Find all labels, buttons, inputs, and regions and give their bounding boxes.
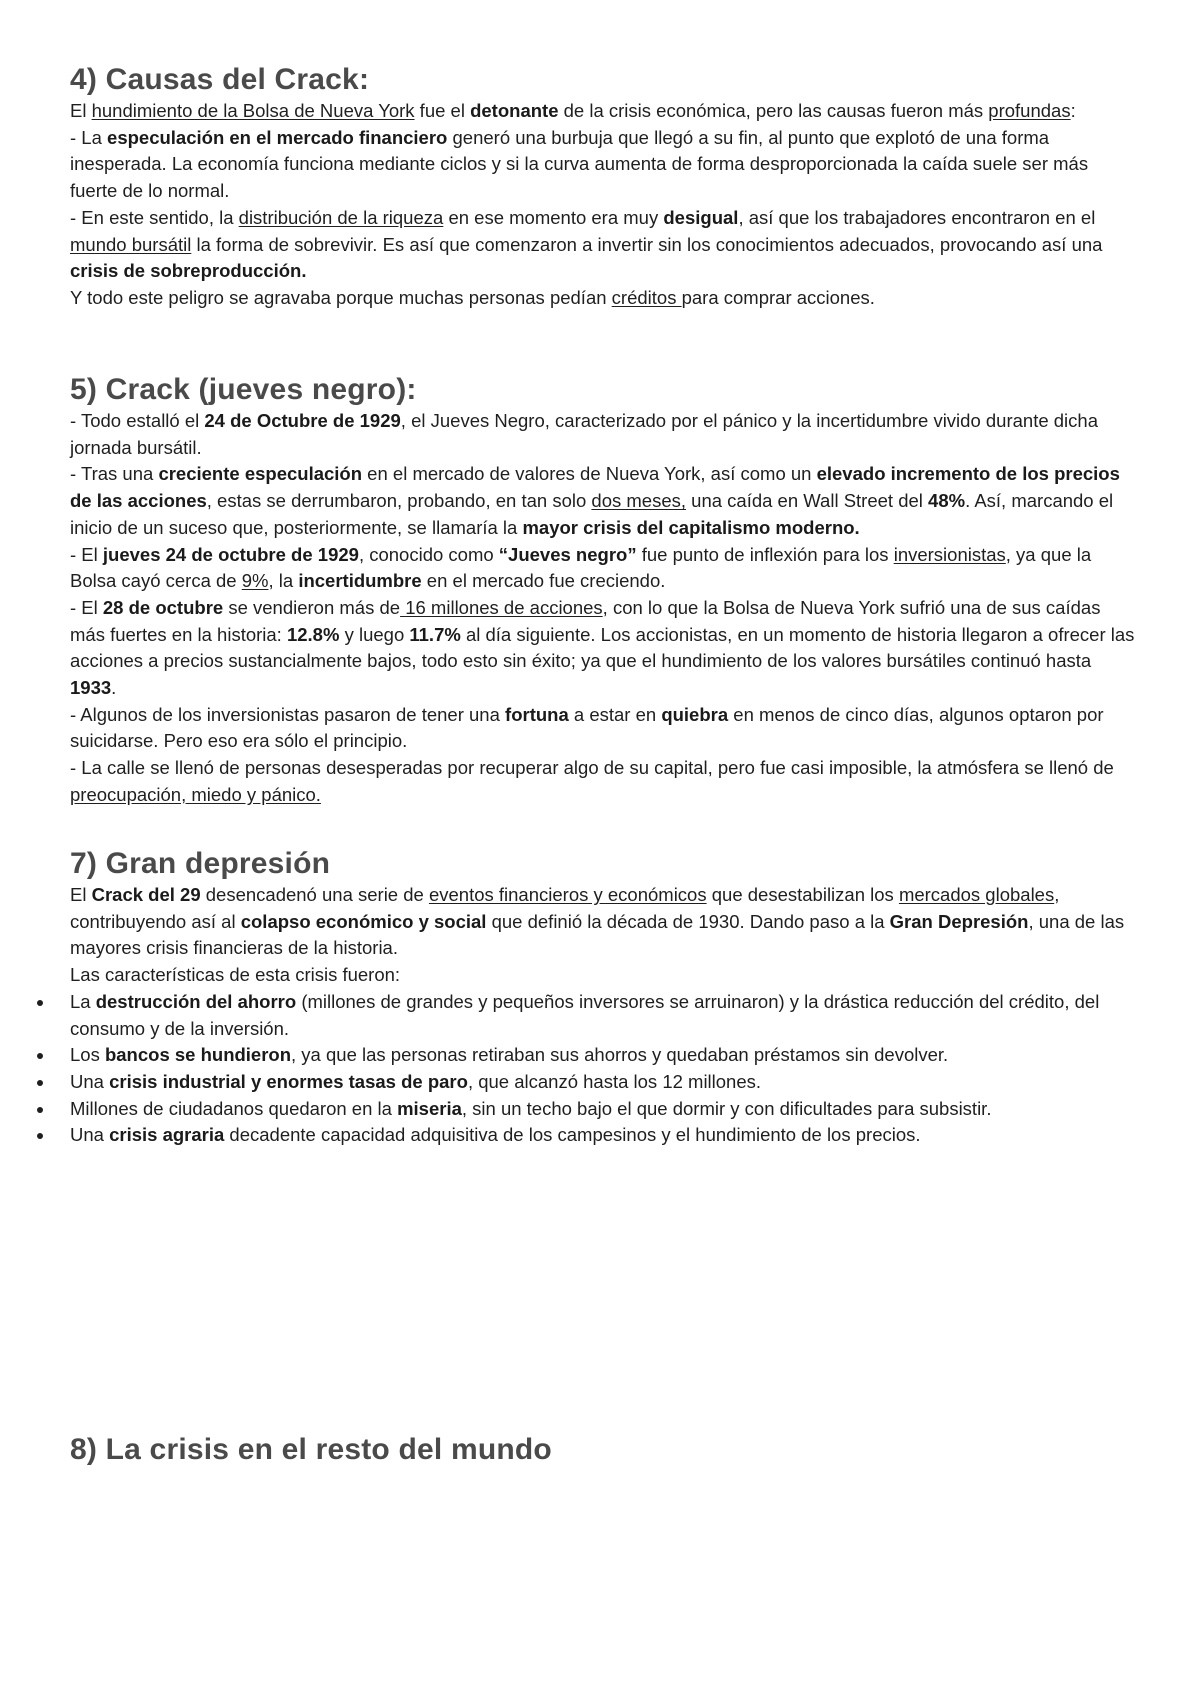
paragraph <box>70 461 1140 541</box>
bold-text: crisis agraria <box>109 1124 225 1146</box>
underlined-text: mercados globales <box>898 884 1055 905</box>
paragraph <box>70 702 1140 755</box>
text-run: generó una burbuja que llegó a su fin, al punto que explotó de una forma inesperada. La economía funciona mediante ciclos y si la curva aumenta de forma desproporcionada la caída suele ser más fuerte de lo normal. <box>70 126 1089 202</box>
text-run: (millones de grandes y pequeños inversores se arruinaron) y la drástica reducción del crédito, del consumo y de la inversión. <box>70 990 1100 1039</box>
text-run: , el Jueves Negro, caracterizado por el pánico y la incertidumbre vivido durante dicha jornada bursátil. <box>70 410 1098 458</box>
text-run: - La <box>70 126 108 148</box>
bold-text: colapso económico y social <box>240 910 487 932</box>
bold-text: fortuna <box>505 703 569 725</box>
text-run: para comprar acciones. <box>681 286 875 308</box>
section-resto-del-mundo <box>70 1432 1140 1468</box>
text-run: fue punto de inflexión para los <box>636 543 894 565</box>
paragraph <box>70 98 1140 125</box>
paragraph <box>70 125 1140 205</box>
text-run: El <box>70 884 92 905</box>
underlined-text: preocupación, miedo y pánico. <box>70 783 321 805</box>
underlined-text: distribución de la riqueza <box>238 206 444 228</box>
text-run: la forma de sobrevivir. Es así que comenzaron a invertir sin los conocimientos adecuados, provocando así una <box>191 233 1103 255</box>
paragraph <box>70 882 1140 962</box>
section-body <box>70 882 1140 1149</box>
bold-text: mayor crisis del capitalismo moderno. <box>522 516 860 538</box>
bold-text: bancos se hundieron <box>104 1044 292 1066</box>
text-run: - Algunos de los inversionistas pasaron de tener una <box>70 703 506 725</box>
underlined-text: 16 millones de acciones <box>400 596 603 618</box>
text-run: , una de las mayores crisis financieras de la historia. <box>70 910 1125 959</box>
text-run: decadente capacidad adquisitiva de los campesinos y el hundimiento de los precios. <box>224 1124 921 1146</box>
bold-text: especulación en el mercado financiero <box>107 126 448 148</box>
text-run: fue el <box>414 100 471 121</box>
text-run: , contribuyendo así al <box>70 884 1060 932</box>
text-run: , así que los trabajadores encontraron en el <box>738 206 1096 228</box>
text-run: , ya que la Bolsa cayó cerca de <box>70 543 1092 592</box>
bold-text: 11.7% <box>409 623 461 645</box>
text-run: Las características de esta crisis fueron: <box>70 964 401 986</box>
bold-text: elevado incremento de los precios de las acciones <box>70 463 1120 512</box>
text-run: . <box>111 677 117 699</box>
text-run: , que alcanzó hasta los 12 millones. <box>467 1070 762 1092</box>
section-body <box>70 408 1140 809</box>
paragraph <box>70 595 1140 702</box>
underlined-text: inversionistas <box>893 543 1006 565</box>
text-run: Millones de ciudadanos quedaron en la <box>70 1097 398 1119</box>
underlined-text: créditos <box>611 286 682 308</box>
text-run: Los <box>70 1044 105 1066</box>
bold-text: Gran Depresión <box>889 910 1029 932</box>
bold-text: quiebra <box>661 703 729 725</box>
bold-text: 28 de octubre <box>102 596 224 618</box>
text-run: La <box>70 990 96 1012</box>
underlined-text: profundas <box>988 100 1071 121</box>
text-run: en menos de cinco días, algunos optaron por suicidarse. Pero eso era sólo el principio. <box>70 703 1104 752</box>
section-body <box>70 98 1140 312</box>
section-title: 7) Gran depresión <box>70 847 331 880</box>
text-run: El <box>70 100 92 121</box>
text-run: al día siguiente. Los accionistas, en un momento de historia llegaron a ofrecer las acciones a precios sustancialmente bajos, todo esto sin éxito; ya que el hundimiento de los valores bursátiles continuó hasta <box>70 623 1135 672</box>
text-run: desencadenó una serie de <box>200 884 429 905</box>
paragraph <box>70 962 1140 989</box>
section-gran-depresion <box>70 846 1140 1149</box>
text-run: - El <box>70 596 103 618</box>
text-run: en el mercado de valores de Nueva York, así como un <box>362 463 817 485</box>
text-run: , ya que las personas retiraban sus ahorros y quedaban préstamos sin devolver. <box>291 1044 949 1066</box>
bullet-item <box>70 1122 1140 1149</box>
section-title: 5) Crack (jueves negro): <box>70 373 417 406</box>
text-run: , conocido como <box>358 543 499 565</box>
bold-text: Crack del 29 <box>91 884 201 905</box>
paragraph <box>70 542 1140 595</box>
bold-text: crisis industrial y enormes tasas de paro <box>109 1070 468 1092</box>
bold-text: destrucción del ahorro <box>95 990 297 1012</box>
text-run: . Así, marcando el inicio de un suceso que, posteriormente, se llamaría la <box>70 490 1114 538</box>
text-run: : <box>1070 100 1076 121</box>
text-run: que definió la década de 1930. Dando paso a la <box>486 910 890 932</box>
text-run: , sin un techo bajo el que dormir y con dificultades para subsistir. <box>461 1097 992 1119</box>
section-causas <box>70 62 1140 312</box>
underlined-text: eventos financieros y económicos <box>428 884 707 905</box>
bullet-item <box>70 1042 1140 1069</box>
paragraph <box>70 755 1140 808</box>
bold-text: 48% <box>928 490 966 512</box>
text-run: Y todo este peligro se agravaba porque muchas personas pedían <box>70 286 612 308</box>
text-run: que desestabilizan los <box>706 884 899 905</box>
bold-text: miseria <box>397 1097 462 1119</box>
text-run: - En este sentido, la <box>70 206 239 228</box>
paragraph <box>70 205 1140 285</box>
text-run: de la crisis económica, pero las causas fueron más <box>558 100 989 121</box>
section-title: 8) La crisis en el resto del mundo <box>70 1433 552 1466</box>
bold-text: desigual <box>663 206 739 228</box>
text-run: a estar en <box>568 703 662 725</box>
text-run: Una <box>70 1070 110 1092</box>
paragraph <box>70 408 1140 461</box>
bold-text: crisis de sobreproducción. <box>70 260 307 282</box>
bold-text: 1933 <box>70 677 112 699</box>
underlined-text: 9% <box>241 570 269 592</box>
bullet-item <box>70 989 1140 1042</box>
underlined-text: hundimiento de la Bolsa de Nueva York <box>91 100 415 121</box>
text-run: se vendieron más de <box>223 596 401 618</box>
paragraph <box>70 285 1140 312</box>
text-run: en ese momento era muy <box>443 206 664 228</box>
bullet-list <box>70 989 1140 1149</box>
text-run: - Todo estalló el <box>70 410 205 431</box>
bold-text: jueves 24 de octubre de 1929 <box>102 543 359 565</box>
underlined-text: dos meses, <box>591 490 687 512</box>
bold-text: creciente especulación <box>158 463 363 485</box>
underlined-text: mundo bursátil <box>70 233 192 255</box>
text-run: una caída en Wall Street del <box>686 490 929 512</box>
bold-text: incertidumbre <box>298 570 422 592</box>
bold-text: “Jueves negro” <box>498 543 637 565</box>
bold-text: detonante <box>470 100 559 121</box>
text-run: , la <box>268 570 299 592</box>
text-run: - Tras una <box>70 463 159 485</box>
text-run: y luego <box>339 623 410 645</box>
section-crack <box>70 372 1140 809</box>
bold-text: 12.8% <box>286 623 340 645</box>
text-run: , estas se derrumbaron, probando, en tan solo <box>206 490 592 512</box>
text-run: , con lo que la Bolsa de Nueva York sufrió una de sus caídas más fuertes en la historia: <box>70 596 1101 645</box>
text-run: - El <box>70 543 103 565</box>
text-run: - La calle se llenó de personas desesperadas por recuperar algo de su capital, pero fue casi imposible, la atmósfera se llenó de <box>70 757 1114 779</box>
bullet-item <box>70 1096 1140 1123</box>
bold-text: 24 de Octubre de 1929 <box>204 410 401 431</box>
bullet-item <box>70 1069 1140 1096</box>
text-run: Una <box>70 1124 110 1146</box>
text-run: en el mercado fue creciendo. <box>421 570 666 592</box>
section-title: 4) Causas del Crack: <box>70 63 370 96</box>
